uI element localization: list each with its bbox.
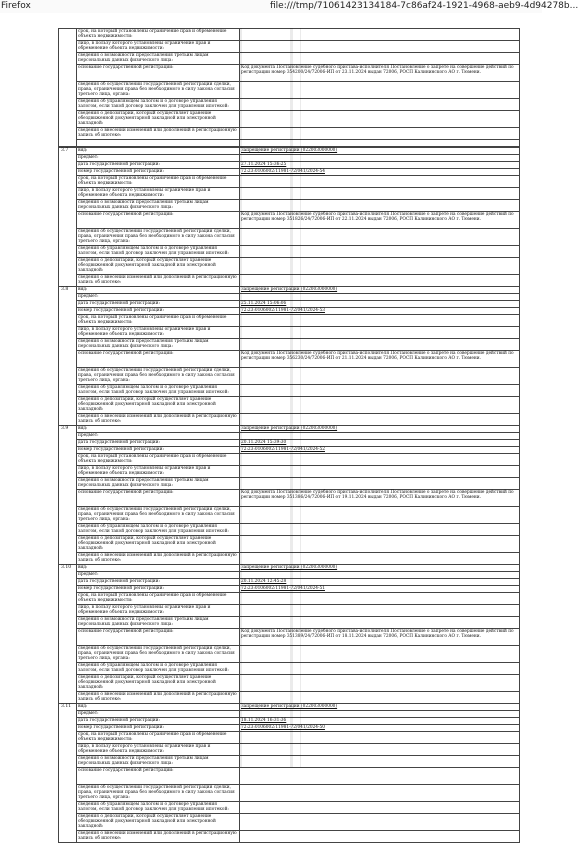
field-label: предмет: [77,433,240,440]
field-label: лицо, в пользу которого установлены ограничение прав и обременение объекта недвижимости: [77,605,240,617]
field-label: лицо, в пользу которого установлены ограничение прав и обременение объекта недвижимости: [77,327,240,339]
browser-title-bar [0,0,578,13]
table-row [59,466,520,478]
field-label: сведения о депозитарии, который осуществляет хранение обездвиженной документарной закладной или электронной закладной: [77,258,240,275]
field-label: сведения о депозитарии, который осуществляет хранение обездвиженной документарной закладной или электронной закладной: [77,814,240,831]
field-label: сведения о внесении изменений или дополнений в регистрационную запись об ипотеке: [77,831,240,843]
field-label: лицо, в пользу которого установлены ограничение прав и обременение объекта недвижимости: [77,744,240,756]
table-row [59,447,520,454]
field-label: сведения о депозитарии, который осуществляет хранение обездвиженной документарной закладной или электронной закладной: [77,397,240,414]
scan-streak [300,28,301,767]
field-value [240,478,520,490]
table-row [59,155,520,162]
field-label: дата государственной регистрации: [77,162,240,169]
field-value [240,176,520,188]
table-row: сведения о внесении изменений или дополнений в регистрационную запись об ипотеке: [59,128,520,140]
field-value [240,814,520,831]
table-row [59,553,520,565]
field-value [240,368,520,385]
table-row [59,327,520,339]
field-value [240,831,520,843]
field-label: номер государственной регистрации: [77,169,240,176]
table-row [59,629,520,646]
field-label: сведения об осуществлении государственной регистрации сделки, права, ограничения права без необходимого в силу закона согласия третьего лица, органа: [77,646,240,663]
table-row [59,140,520,147]
table-row [59,831,520,843]
field-value [240,785,520,802]
field-value [240,756,520,768]
table-row [59,351,520,368]
table-row: сведения об осуществлении государственной регистрации сделки, права, ограничения права без необходимого в силу закона согласия третьего лица, органа: [59,82,520,99]
field-value [240,663,520,675]
table-row [59,718,520,725]
field-label: сведения об осуществлении государственной регистрации сделки, права, ограничения права без необходимого в силу закона согласия третьего лица, органа: [77,507,240,524]
field-value [240,732,520,744]
table-row [59,725,520,732]
field-value: 18.11.2024 16:31:36 [240,718,520,725]
field-value [240,536,520,553]
field-value [240,744,520,756]
section-number: 3.10 [59,565,77,704]
table-row [59,308,520,315]
table-row [59,385,520,397]
table-row [59,294,520,301]
field-value [240,802,520,814]
field-label: сведения об осуществлении государственной регистрации сделки, права, ограничения права без необходимого в силу закона согласия третьего лица, органа: [77,368,240,385]
table-row [59,744,520,756]
table-row [59,315,520,327]
field-label: сведения об управляющем залогом и о договоре управления залогом, если такой договор заключен для управления ипотекой: [77,385,240,397]
field-label: сведения об осуществлении государственной регистрации сделки, права, ограничения права без необходимого в силу закона согласия третьего лица, органа: [77,785,240,802]
field-label: номер государственной регистрации: [77,308,240,315]
table-row: основание государственной регистрации: Код документа Постановление судебного пристава-исполнителя Постановление о запрете на совершение действий по регистрации номер 354200/24/72006-ИП от 23.11.2024 выдан 72006, РОСП Калининского АО г. Тюмени. [59,65,520,82]
field-label: сведения о возможности предоставления третьим лицам персональных данных физического лица: [77,756,240,768]
field-value: 25.11.2024 15:06:06 [240,301,520,308]
document-page [58,28,515,841]
field-value [240,339,520,351]
field-value: Код документа Постановление судебного пристава-исполнителя Постановление о запрете на совершение действий по регистрации номер 356230/24/72006-ИП от 21.11.2024 выдан 72006, РОСП Калининского АО г. Тюмени. [240,351,520,368]
table-row [59,507,520,524]
table-row [59,440,520,447]
table-row [59,663,520,675]
field-value [240,229,520,246]
field-label: вид: [77,704,240,711]
field-value [240,572,520,579]
field-label: срок, на который установлены ограничение прав и обременение объекта недвижимости: [77,732,240,744]
field-label: предмет: [77,711,240,718]
table-row [59,565,520,572]
section-number: 3.11 [59,704,77,843]
table-row [59,287,520,294]
table-row [59,229,520,246]
field-label: номер государственной регистрации: [77,586,240,593]
field-value: Запрещение регистрации (022003000000) [240,426,520,433]
table-row: сведения об управляющем залогом и о договоре управления залогом, если такой договор заключен для управления ипотекой: [59,99,520,111]
field-label: сведения о возможности предоставления третьим лицам персональных данных физического лица: [77,339,240,351]
field-value [240,258,520,275]
field-value [240,414,520,426]
field-value [240,768,520,785]
field-label: основание государственной регистрации: [77,212,240,229]
table-row [59,675,520,692]
field-value: 72:23:0106002:11981-72/041/2024-52 [240,447,520,454]
field-value [240,275,520,287]
field-label: вид: [77,426,240,433]
field-label: сведения о возможности предоставления третьим лицам персональных данных физического лица: [77,478,240,490]
table-row [59,593,520,605]
field-value: Код документа Постановление судебного пристава-исполнителя Постановление о запрете на совершение действий по регистрации номер 351826/24/72006-ИП от 22.11.2024 выдан 72006, РОСП Калининского АО г. Тюмени. [240,212,520,229]
field-value: 27.11.2024 15:36:25 [240,162,520,169]
field-value [240,466,520,478]
field-label: предмет: [77,572,240,579]
field-value: 20.11.2024 12:45:28 [240,579,520,586]
field-value: Код документа Постановление судебного пристава-исполнителя Постановление о запрете на совершение действий по регистрации номер 351386/24/72006-ИП от 19.11.2024 выдан 72006, РОСП Калининского АО г. Тюмени. [240,490,520,507]
table-row: сведения о депозитарии, который осуществляет хранение обездвиженной документарной закладной или электронной закладной: [59,111,520,128]
app-name: Firefox [1,1,31,11]
table-row [59,258,520,275]
table-row [59,785,520,802]
table-row [59,200,520,212]
field-label: срок, на который установлены ограничение прав и обременение объекта недвижимости: [77,315,240,327]
field-value: 72:23:0106002:11981-72/041/2024-54 [240,169,520,176]
address-bar-url[interactable]: file:///tmp/71061423134184-7c86af24-1921-4968-aeb9-4d94278b... [270,1,578,11]
scan-streak [240,28,242,767]
field-value [240,711,520,718]
table-row [59,148,520,155]
table-row [59,586,520,593]
field-label: сведения об управляющем залогом и о договоре управления залогом, если такой договор заключен для управления ипотекой: [77,663,240,675]
field-value: 72:23:0106002:11981-72/041/2024-51 [240,586,520,593]
field-label: дата государственной регистрации: [77,718,240,725]
table-row [59,802,520,814]
field-value [240,200,520,212]
table-row [59,814,520,831]
table-row: сведения о возможности предоставления третьим лицам персональных данных физического лица: [59,53,520,65]
field-value [240,524,520,536]
field-label: сведения об управляющем залогом и о договоре управления залогом, если такой договор заключен для управления ипотекой: [77,802,240,814]
table-row [59,169,520,176]
field-label: дата государственной регистрации: [77,579,240,586]
table-row [59,711,520,718]
field-value [240,397,520,414]
table-row [59,524,520,536]
field-label: срок, на который установлены ограничение прав и обременение объекта недвижимости: [77,454,240,466]
table-row [59,426,520,433]
field-value [240,315,520,327]
field-label: сведения о внесении изменений или дополнений в регистрационную запись об ипотеке: [77,692,240,704]
table-row [59,646,520,663]
table-row [59,704,520,711]
field-value [240,593,520,605]
field-label: сведения о депозитарии, который осуществляет хранение обездвиженной документарной закладной или электронной закладной: [77,536,240,553]
field-label: дата государственной регистрации: [77,301,240,308]
encumbrance-table [58,28,520,147]
table-row [59,339,520,351]
field-label: предмет: [77,294,240,301]
table-row [59,397,520,414]
field-label: номер государственной регистрации: [77,447,240,454]
field-value: Запрещение регистрации (022003000000) [240,148,520,155]
table-row [59,275,520,287]
field-value [240,646,520,663]
field-label: сведения об осуществлении государственной регистрации сделки, права, ограничения права без необходимого в силу закона согласия третьего лица, органа: [77,229,240,246]
field-value [240,692,520,704]
field-label: срок, на который установлены ограничение прав и обременение объекта недвижимости: [77,593,240,605]
field-label: сведения об управляющем залогом и о договоре управления залогом, если такой договор заключен для управления ипотекой: [77,524,240,536]
field-label: срок, на который установлены ограничение прав и обременение объекта недвижимости: [77,176,240,188]
table-row [59,605,520,617]
field-label: лицо, в пользу которого установлены ограничение прав и обременение объекта недвижимости: [77,466,240,478]
field-value: 72:23:0106002:11981-72/041/2024-50 [240,725,520,732]
field-label: сведения о внесении изменений или дополнений в регистрационную запись об ипотеке: [77,414,240,426]
field-value [240,605,520,617]
table-row [59,414,520,426]
sections-table [58,147,520,843]
field-label: сведения о внесении изменений или дополнений в регистрационную запись об ипотеке: [77,553,240,565]
table-row [59,433,520,440]
table-row [59,246,520,258]
field-label: сведения о возможности предоставления третьим лицам персональных данных физического лица: [77,617,240,629]
field-value [240,454,520,466]
table-row [59,579,520,586]
section-number: 3.9 [59,426,77,565]
field-label: сведения о возможности предоставления третьим лицам персональных данных физического лица: [77,200,240,212]
field-label: основание государственной регистрации: [77,351,240,368]
field-label: основание государственной регистрации: [77,768,240,785]
field-value [240,617,520,629]
field-value: 20.11.2024 15:39:30 [240,440,520,447]
field-value: Запрещение регистрации (022003000000) [240,704,520,711]
table-row [59,478,520,490]
table-row [59,768,520,785]
field-value [240,327,520,339]
field-value [240,385,520,397]
table-row [59,617,520,629]
table-row [59,368,520,385]
table-row [59,212,520,229]
table-row: лицо, в пользу которого установлены ограничение прав и обременение объекта недвижимости: [59,41,520,53]
field-value: Запрещение регистрации (022003000000) [240,565,520,572]
field-value: 72:23:0106002:11981-72/041/2024-53 [240,308,520,315]
field-label: номер государственной регистрации: [77,725,240,732]
field-label: дата государственной регистрации: [77,440,240,447]
field-label: вид: [77,287,240,294]
table-row [59,732,520,744]
table-row: срок, на который установлены ограничение прав и обременение объекта недвижимости: [59,29,520,41]
field-label: предмет: [77,155,240,162]
scan-streak [290,28,293,767]
field-label: вид: [77,148,240,155]
table-row [59,692,520,704]
table-row [59,536,520,553]
field-value [240,553,520,565]
field-value [240,246,520,258]
field-label: основание государственной регистрации: [77,490,240,507]
field-value [240,675,520,692]
table-row [59,162,520,169]
field-value [240,155,520,162]
table-row [59,188,520,200]
field-value: Запрещение регистрации (022003000000) [240,287,520,294]
table-row [59,176,520,188]
field-label: сведения об управляющем залогом и о договоре управления залогом, если такой договор заключен для управления ипотекой: [77,246,240,258]
field-value [240,294,520,301]
table-row [59,301,520,308]
field-value: Код документа Постановление судебного пристава-исполнителя Постановление о запрете на совершение действий по регистрации номер 351389/24/72006-ИП от 18.11.2024 выдан 72006, РОСП Калининского АО г. Тюмени. [240,629,520,646]
section-number: 3.7 [59,148,77,287]
table-row [59,490,520,507]
table-row [59,572,520,579]
table-row [59,756,520,768]
field-label: сведения о внесении изменений или дополнений в регистрационную запись об ипотеке: [77,275,240,287]
field-label: вид: [77,565,240,572]
field-value [240,188,520,200]
field-label: основание государственной регистрации: [77,629,240,646]
field-label: лицо, в пользу которого установлены ограничение прав и обременение объекта недвижимости: [77,188,240,200]
table-row [59,454,520,466]
field-label: сведения о депозитарии, который осуществляет хранение обездвиженной документарной закладной или электронной закладной: [77,675,240,692]
field-value [240,507,520,524]
section-number: 3.8 [59,287,77,426]
field-value [240,433,520,440]
